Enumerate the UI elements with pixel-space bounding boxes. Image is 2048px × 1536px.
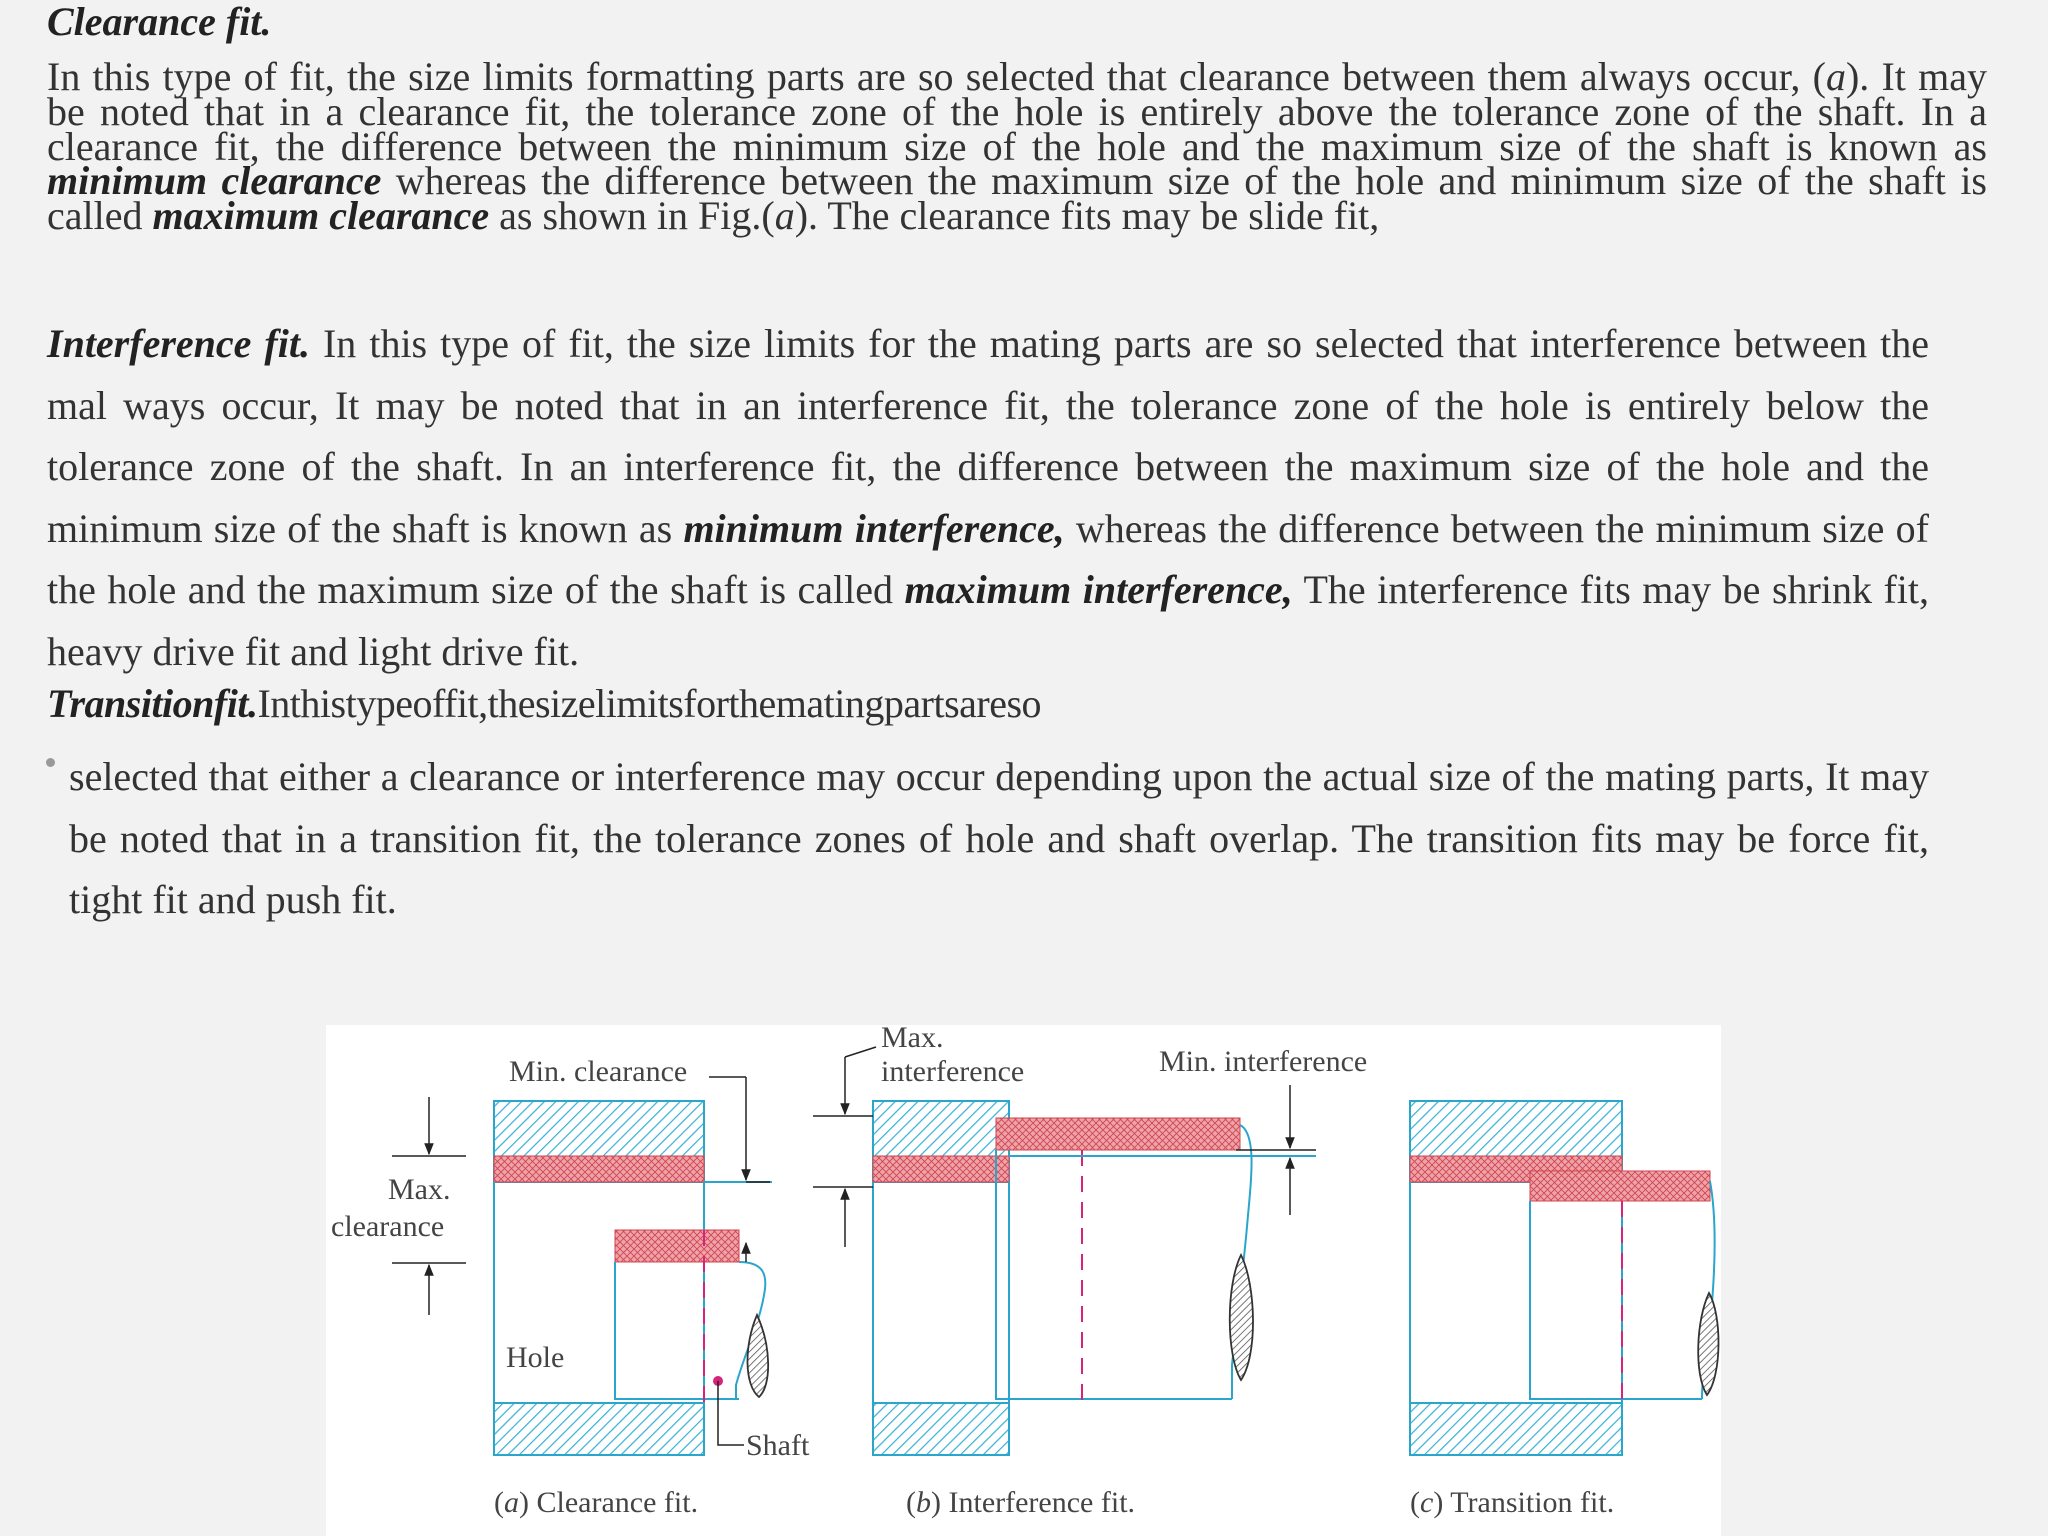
- interference-fit-diagram: [813, 1025, 1367, 1519]
- transition-fit-line: Transitionfit.Inthistypeoffit,thesizelimitsforthematingpartsareso: [47, 681, 1042, 726]
- label-max-interference-2: interference: [881, 1055, 1025, 1088]
- clearance-fit-diagram: [331, 1055, 810, 1519]
- term-minimum-clearance: minimum clearance: [47, 158, 382, 204]
- caption-c: (c) Transition fit.: [1410, 1486, 1615, 1519]
- shaft-break-section: [747, 1315, 768, 1397]
- clearance-fit-heading: Clearance fit.: [47, 0, 272, 44]
- caption-b: (b) Interference fit.: [906, 1486, 1136, 1519]
- label-max-clearance-1: Max.: [388, 1173, 451, 1206]
- hole-lower-hatch: [1410, 1403, 1622, 1455]
- shaft-break-section: [1230, 1255, 1253, 1380]
- fits-diagram: [326, 1025, 1721, 1536]
- label-min-clearance: Min. clearance: [509, 1055, 688, 1088]
- shaft-tolerance-zone: [1530, 1171, 1710, 1201]
- transition-fit-heading: Transitionfit.: [47, 681, 258, 726]
- shaft-break-section: [1698, 1293, 1718, 1395]
- shaft-tolerance-zone: [615, 1230, 739, 1262]
- label-min-interference: Min. interference: [1159, 1045, 1368, 1078]
- shaft-tolerance-zone: [996, 1118, 1240, 1150]
- hole-lower-hatch: [873, 1403, 1009, 1455]
- hole-lower-hatch: [494, 1403, 704, 1455]
- transition-fit-paragraph: selected that either a clearance or interference may occur depending upon the actual size of the mating parts, It may be noted that in a transition fit, the tolerance zones of hole and shaft overlap. The transition fits may be force fit, tight fit and push fit.: [69, 754, 1929, 922]
- bullet-dot: [46, 758, 55, 767]
- term-maximum-interference: maximum interference,: [904, 567, 1293, 612]
- term-minimum-interference: minimum interference,: [683, 505, 1065, 551]
- label-hole: Hole: [506, 1341, 565, 1374]
- transition-fit-diagram: [1410, 1101, 1719, 1519]
- interference-fit-paragraph: Interference fit. In this type of fit, the size limits for the mating parts are so selected that interference between the mal ways occur, It may be noted that in an interference fit, the tolerance zone of the hole is entirely below the tolerance zone of the shaft. In an interference fit, the difference between the maximum size of the hole and the minimum size of the shaft is known as minimum interference, whereas the difference between the minimum size of the hole and the maximum size of the shaft is called maximum interference, The interference fits may be shrink fit, heavy drive fit and light drive fit.: [47, 321, 1929, 674]
- term-maximum-clearance: maximum clearance: [152, 193, 490, 239]
- label-shaft: Shaft: [746, 1429, 810, 1462]
- caption-a: (a) Clearance fit.: [494, 1486, 699, 1519]
- label-max-clearance-2: clearance: [331, 1210, 445, 1243]
- label-max-interference-1: Max.: [881, 1025, 944, 1054]
- interference-fit-heading: Interference fit.: [47, 321, 310, 366]
- clearance-fit-paragraph: In this type of fit, the size limits formatting parts are so selected that clearance between them always occur, (a). It may be noted that in a clearance fit, the tolerance zone of the hole is entirely above the tolerance zone of the shaft. In a clearance fit, the difference between the minimum size of the hole and the maximum size of the shaft is known as minimum clearance whereas the difference between the maximum size of the hole and minimum size of the shaft is called maximum clearance as shown in Fig.(a). The clearance fits may be slide fit,: [47, 54, 1988, 239]
- hole-tolerance-zone: [873, 1156, 1009, 1182]
- fits-figure: [326, 1025, 1721, 1536]
- hole-tolerance-zone: [494, 1156, 704, 1182]
